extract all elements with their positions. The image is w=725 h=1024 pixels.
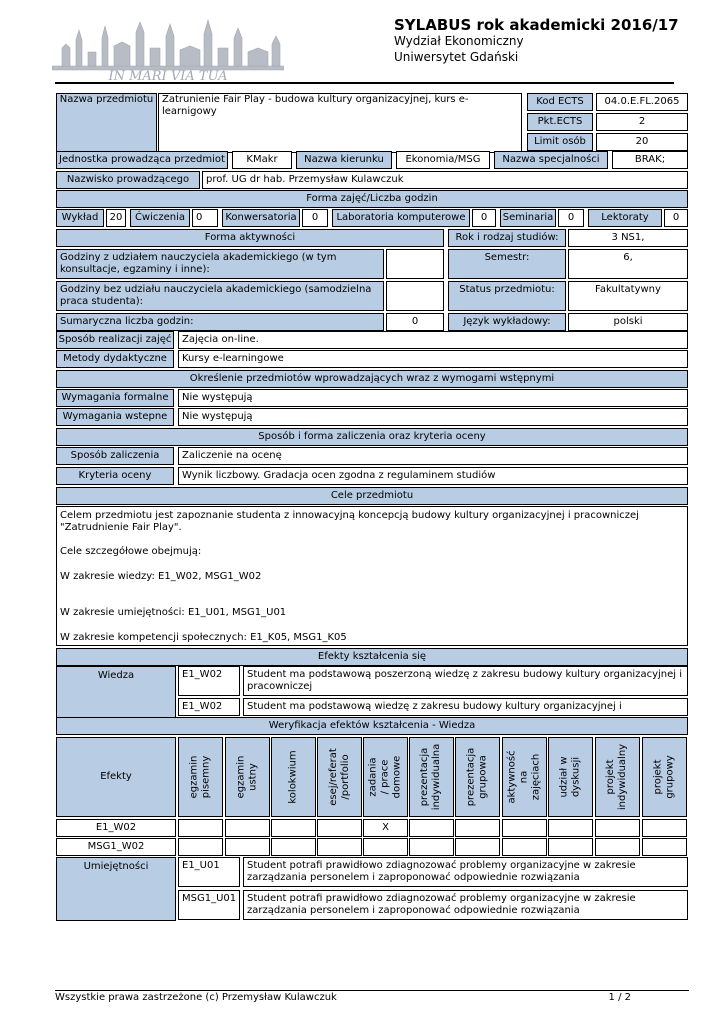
- footer-copyright: Wszystkie prawa zastrzeżone (c) Przemysław Kulawczuk: [55, 992, 337, 1003]
- year-value: 3 NS1,: [568, 229, 688, 247]
- seminar-label: Seminaria: [500, 209, 556, 227]
- hours-with-teacher-label: Godziny z udziałem nauczyciela akademickiego (w tym konsultacje, egzaminy i inne):: [56, 249, 384, 279]
- footer-page-number: 1 / 2: [608, 992, 631, 1003]
- verification-cell-r1-c5: X: [363, 819, 408, 837]
- unit-value: KMakr: [232, 151, 292, 169]
- ects-points-label: Pkt.ECTS: [527, 113, 593, 131]
- didactic-value: Kursy e-learningowe: [178, 350, 688, 368]
- activity-form-label: Forma aktywności: [56, 229, 444, 247]
- effects-label: Efekty: [56, 737, 176, 817]
- hours-without-teacher-label: Godziny bez udziału nauczyciela akademickiego (samodzielna praca studenta):: [56, 281, 384, 311]
- verification-cell-r2-c9: [548, 838, 593, 856]
- limit-label: Limit osób: [527, 133, 593, 151]
- verification-row-1-label: E1_W02: [56, 819, 176, 837]
- didactic-label: Metody dydaktyczne: [56, 350, 174, 368]
- formal-req-label: Wymagania formalne: [56, 389, 174, 407]
- verification-cell-r2-c6: [409, 838, 454, 856]
- knowledge-label: Wiedza: [56, 666, 176, 718]
- skills-code-1: E1_U01: [178, 857, 240, 887]
- assessment-method-value: Zaliczenie na ocenę: [178, 447, 688, 465]
- skills-text-1: Student potrafi prawidłowo zdiagnozować problemy organizacyjne w zakresie zarządzania personelem i zaproponować odpowiednie rozwiązania: [243, 857, 688, 887]
- verification-column-9: udział w dyskusji: [548, 737, 593, 817]
- entry-req-label: Wymagania wstepne: [56, 408, 174, 426]
- limit-value: 20: [596, 133, 688, 151]
- verification-cell-r1-c7: [455, 819, 500, 837]
- ects-code: 04.0.E.FL.2065: [596, 93, 688, 111]
- entry-req-value: Nie występują: [178, 408, 688, 426]
- knowledge-code-1: E1_W02: [178, 666, 240, 696]
- verification-row-2-label: MSG1_W02: [56, 838, 176, 856]
- knowledge-text-2: Student ma podstawową wiedzę z zakresu budowy kultury organizacyjnej i: [243, 698, 688, 716]
- verification-column-4: esej/referat /portfolio: [317, 737, 362, 817]
- verification-column-2: egzamin ustny: [225, 737, 270, 817]
- semester-label: Semestr:: [448, 249, 566, 279]
- semester-value: 6,: [568, 249, 688, 279]
- verification-column-3: kolokwium: [271, 737, 316, 817]
- language-course-hours: 0: [664, 209, 688, 227]
- formal-req-value: Nie występują: [178, 389, 688, 407]
- faculty-name: Wydział Ekonomiczny: [394, 34, 524, 48]
- verification-column-11: projekt grupowy: [642, 737, 687, 817]
- status-value: Fakultatywny: [568, 281, 688, 311]
- outcomes-section-title: Efekty kształcenia się: [56, 648, 688, 666]
- assessment-section-title: Sposób i forma zaliczenia oraz kryteria oceny: [56, 428, 688, 446]
- lab-hours: 0: [472, 209, 496, 227]
- criteria-value: Wynik liczbowy. Gradacja ocen zgodna z regulaminem studiów: [178, 467, 688, 485]
- assessment-method-label: Sposób zaliczenia: [56, 447, 174, 465]
- verification-cell-r1-c4: [317, 819, 362, 837]
- verification-cell-r1-c6: [409, 819, 454, 837]
- goals-line-3: Cele szczegółowe obejmują:: [60, 546, 202, 557]
- ects-points: 2: [596, 113, 688, 131]
- conv-hours: 0: [302, 209, 328, 227]
- verification-cell-r2-c3: [271, 838, 316, 856]
- goals-content: [56, 506, 688, 646]
- verification-cell-r2-c5: [363, 838, 408, 856]
- hours-section-title: Forma zajęć/Liczba godzin: [56, 190, 688, 208]
- mode-value: Zajęcia on-line.: [178, 331, 688, 349]
- lecture-label: Wykład: [56, 209, 104, 227]
- lecturer-label: Nazwisko prowadzącego: [56, 171, 200, 189]
- major-label: Nazwa kierunku: [296, 151, 392, 169]
- verification-cell-r1-c3: [271, 819, 316, 837]
- verification-cell-r2-c7: [455, 838, 500, 856]
- verification-cell-r2-c2: [225, 838, 270, 856]
- verification-cell-r2-c11: [642, 838, 687, 856]
- syllabus-title: SYLABUS rok akademicki 2016/17: [394, 16, 679, 34]
- skills-label: Umiejętności: [56, 857, 176, 921]
- status-label: Status przedmiotu:: [448, 281, 566, 311]
- goals-line-5: W zakresie umiejętności: E1_U01, MSG1_U01: [60, 607, 287, 618]
- verification-cell-r1-c1: [178, 819, 223, 837]
- seminar-hours: 0: [558, 209, 584, 227]
- verification-column-8: aktywność na zajęciach: [502, 737, 547, 817]
- conv-label: Konwersatoria: [222, 209, 300, 227]
- criteria-label: Kryteria oceny: [56, 467, 174, 485]
- unit-label: Jednostka prowadząca przedmiot: [56, 151, 228, 169]
- goals-line-4: W zakresie wiedzy: E1_W02, MSG1_W02: [60, 571, 262, 582]
- university-name: Uniwersytet Gdański: [394, 50, 519, 64]
- major-value: Ekonomia/MSG: [396, 151, 490, 169]
- course-name-label: Nazwa przedmiotu: [56, 93, 157, 153]
- requirements-section-title: Określenie przedmiotów wprowadzających wraz z wymogami wstępnymi: [56, 370, 688, 388]
- skills-code-2: MSG1_U01: [178, 890, 240, 920]
- verification-section-title: Weryfikacja efektów kształcenia - Wiedza: [56, 717, 688, 735]
- total-hours-label: Sumaryczna liczba godzin:: [56, 313, 384, 331]
- goals-line-1: Celem przedmiotu jest zapoznanie studenta z innowacyjną koncepcją budowy kultury organizacyjnej i pracowniczej: [60, 510, 639, 521]
- hours-without-teacher-value: [386, 281, 444, 311]
- verification-cell-r1-c11: [642, 819, 687, 837]
- verification-column-5: zadania / prace domowe: [363, 737, 408, 817]
- total-hours-value: 0: [386, 313, 444, 331]
- footer: [55, 990, 689, 1003]
- mode-label: Sposób realizacji zajęć: [56, 331, 174, 349]
- exercises-hours: 0: [192, 209, 218, 227]
- verification-cell-r2-c1: [178, 838, 223, 856]
- verification-column-1: egzamin pisemny: [178, 737, 223, 817]
- university-logo: [52, 18, 284, 82]
- skills-text-2: Student potrafi prawidłowo zdiagnozować problemy organizacyjne w zakresie zarządzania personelem i zaproponować odpowiednie rozwiązania: [243, 890, 688, 920]
- verification-column-10: projekt indywidualny: [595, 737, 640, 817]
- language-label: Język wykładowy:: [448, 313, 566, 331]
- goals-section-title: Cele przedmiotu: [56, 487, 688, 505]
- knowledge-text-1: Student ma podstawową poszerzoną wiedzę z zakresu budowy kultury organizacyjnej i pracowniczej: [243, 666, 688, 696]
- verification-column-7: prezentacja grupowa: [455, 737, 500, 817]
- verification-cell-r1-c2: [225, 819, 270, 837]
- ects-code-label: Kod ECTS: [527, 93, 593, 111]
- verification-cell-r1-c10: [595, 819, 640, 837]
- specialty-value: BRAK;: [612, 151, 688, 169]
- exercises-label: Ćwiczenia: [130, 209, 190, 227]
- year-label: Rok i rodzaj studiów:: [448, 229, 566, 247]
- verification-cell-r1-c9: [548, 819, 593, 837]
- logo-motto: IN MARI VIA TUA: [108, 69, 228, 82]
- language-course-label: Lektoraty: [588, 209, 662, 227]
- lecturer-value: prof. UG dr hab. Przemysław Kulawczuk: [202, 171, 688, 189]
- course-name: Zatrunienie Fair Play - budowa kultury organizacyjnej, kurs e-learnigowy: [158, 93, 522, 153]
- hours-with-teacher-value: [386, 249, 444, 279]
- verification-cell-r1-c8: [502, 819, 547, 837]
- lab-label: Laboratoria komputerowe: [332, 209, 470, 227]
- verification-cell-r2-c8: [502, 838, 547, 856]
- verification-cell-r2-c4: [317, 838, 362, 856]
- header-divider: [55, 82, 674, 84]
- language-value: polski: [568, 313, 688, 331]
- lecture-hours: 20: [106, 209, 126, 227]
- knowledge-code-2: E1_W02: [178, 698, 240, 716]
- verification-cell-r2-c10: [595, 838, 640, 856]
- goals-line-6: W zakresie kompetencji społecznych: E1_K05, MSG1_K05: [60, 632, 347, 643]
- goals-line-2: "Zatrudnienie Fair Play".: [60, 522, 182, 533]
- verification-column-6: prezentacja indywidualna: [409, 737, 454, 817]
- specialty-label: Nazwa specjalności: [494, 151, 608, 169]
